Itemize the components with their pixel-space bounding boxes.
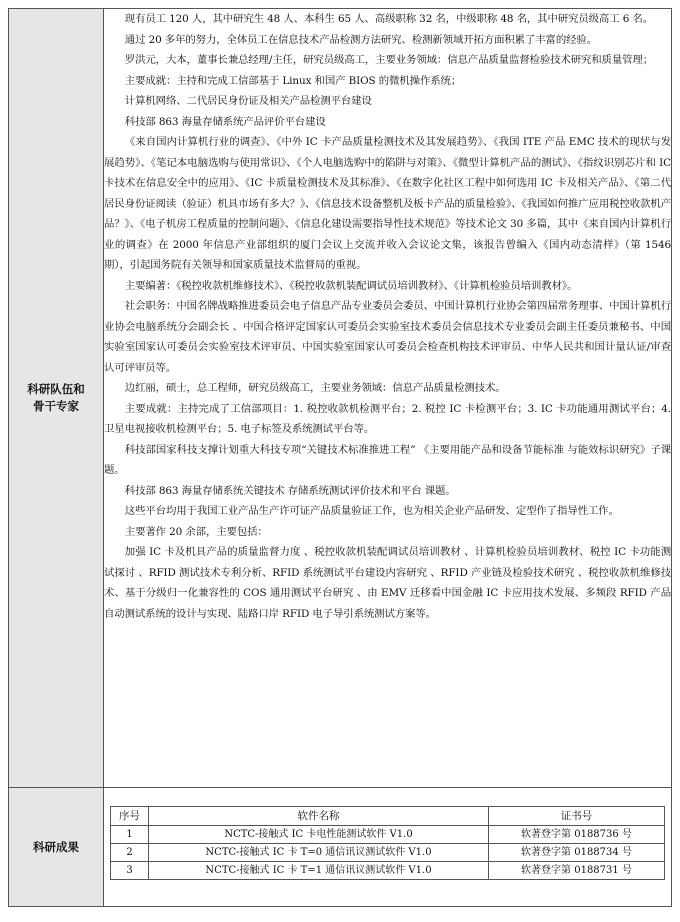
- row-index: 1: [111, 826, 149, 844]
- team-label-line2: 骨干专家: [33, 399, 79, 413]
- team-paragraph: 边红丽，硕士，总工程师，研究员级高工，主要业务领域：信息产品质量检测技术。: [124, 382, 506, 394]
- team-paragraph: 主要著作 20 余部，主要包括：: [124, 525, 268, 538]
- team-paragraph: 主要成就：主持完成了工信部项目：1. 税控收款机检测平台；2. 税控 IC 卡检测平台；3. IC 卡功能通用测试平台；4. 卫星电视接收机检测平台；5. 电子标签及系统测试平台等。: [104, 402, 671, 435]
- table-row: [111, 862, 665, 880]
- team-paragraph: 社会职务：中国名牌战略推进委员会电子信息产品专业委员会委员、中国计算机行业协会第四届常务理事、中国计算机行业协会电脑系统分会副会长 、中国合格评定国家认可委员会实验室技术委员会信息技术专业委员会副主任委员兼秘书、中国实验室国家认可委员会实验室技术评审员、中国实验室国家认可委员会检查机构技术评审员、中华人民共和国计量认证/审查认可评审员等。: [104, 300, 671, 374]
- header-software-name: 软件名称: [149, 807, 489, 826]
- team-row: [9, 9, 672, 788]
- team-paragraph: 科技部国家科技支撑计划重大科技专项“关键技术标准推进工程” 《主要用能产品和设备节能标准 与能效标识研究》子课题。: [104, 443, 671, 476]
- results-label: 科研成果: [33, 839, 79, 854]
- team-paragraph: 罗洪元，大本，董事长兼总经理/主任，研究员级高工，主要业务领域：信息产品质量监督检验技术研究和质量管理；: [124, 54, 654, 66]
- team-label-cell: [9, 9, 104, 788]
- team-paragraphs: [104, 9, 671, 624]
- team-paragraph: 通过 20 多年的努力，全体员工在信息技术产品检测方法研究、检测新领域开拓方面积累了丰富的经验。: [124, 33, 598, 46]
- row-certificate-no: 软著登字第 0188731 号: [489, 862, 665, 880]
- team-paragraph: 现有员工 120 人，其中研究生 48 人、本科生 65 人、高级职称 32 名，中级职称 48 名，其中研究员级高工 6 名。: [124, 13, 653, 25]
- form-table: [8, 8, 672, 907]
- row-certificate-no: 软著登字第 0188736 号: [489, 826, 665, 844]
- header-index: 序号: [111, 807, 149, 826]
- row-software-name: NCTC-接触式 IC 卡 T=0 通信讯议测试软件 V1.0: [149, 844, 489, 862]
- team-paragraph: 主要成就：主持和完成工信部基于 Linux 和国产 BIOS 的微机操作系统；: [124, 74, 462, 87]
- document-page: [8, 8, 672, 920]
- team-paragraph: 《来自国内计算机行业的调查》、《中外 IC 卡产品质量检测技术及其发展趋势》、《我国 ITE 产品 EMC 技术的现状与发展趋势》、《笔记本电脑选购与使用常识》、《个人电脑选购中的陷阱与对策》、《微型计算机产品的测试》、《指纹识别芯片和 IC 卡技术在信息安全中的应用》、《IC 卡质量检测技术及其标准》、《在数字化社区工程中如何选用 IC 卡及相关产品》、《第二代居民身份证阅读（验证）机具市场有多大？》、《信息技术设备整机及板卡产品的质量检验》、《我国如何推广应用税控收款机产品？》、《电子机房工程质量的控制问题》、《信息化建设需要指导性技术规范》等技术论文 30 多篇，其中《来自国内计算机行业的调查》在 2000 年信息产业部组织的厦门会议上交流并收入会议论文集，该报告曾编入《国内动态清样》（第 1546 期），引起国务院有关领导和国家质量技术监督局的重视。: [104, 136, 671, 271]
- team-content-cell: [104, 9, 672, 788]
- row-software-name: NCTC-接触式 IC 卡 T=1 通信讯议测试软件 V1.0: [149, 862, 489, 880]
- results-label-cell: [9, 788, 104, 907]
- team-paragraph: 科技部 863 海量存储系统关键技术 存储系统测试评价技术和平台 课题。: [124, 484, 456, 497]
- row-software-name: NCTC-接触式 IC 卡电性能测试软件 V1.0: [149, 826, 489, 844]
- team-paragraph: 计算机网络、二代居民身份证及相关产品检测平台建设: [124, 95, 372, 107]
- team-label-line1: 科研队伍和: [27, 382, 85, 396]
- team-paragraph: 主要编著：《税控收款机维修技术》、《税控收款机装配调试员培训教材》、《计算机检验员培训教材》。: [124, 279, 578, 292]
- team-paragraph: 这些平台均用于我国工业产品生产许可证产品质量验证工作，也为相关企业产品研发、定型作了指导性工作。: [124, 505, 619, 517]
- header-certificate-no: 证书号: [489, 807, 665, 826]
- row-index: 2: [111, 844, 149, 862]
- software-table: [110, 806, 665, 880]
- row-index: 3: [111, 862, 149, 880]
- results-row: [9, 788, 672, 907]
- software-table-body: [111, 826, 665, 880]
- software-table-header: [111, 807, 665, 826]
- team-paragraph: 加强 IC 卡及机具产品的质量监督力度 、税控收款机装配调试员培训教材 、计算机检验员培训教材、税控 IC 卡功能测试探讨 、RFID 测试技术专利分析、RFID 系统测试平台建设内容研究 、RFID 产业链及检验技术研究 、税控收款机维修技术、基于分级归一化兼容性的 COS 通用测试平台研究 、由 EMV 迁移看中国金融 IC 卡应用技术发展、多频段 RFID 产品自动测试系统的设计与实现、陆路口岸 RFID 电子导引系统测试方案等。: [104, 546, 671, 620]
- table-row: [111, 826, 665, 844]
- results-content-cell: [104, 788, 672, 907]
- table-row: [111, 844, 665, 862]
- team-paragraph: 科技部 863 海量存储系统产品评价平台建设: [124, 115, 326, 128]
- row-certificate-no: 软著登字第 0188734 号: [489, 844, 665, 862]
